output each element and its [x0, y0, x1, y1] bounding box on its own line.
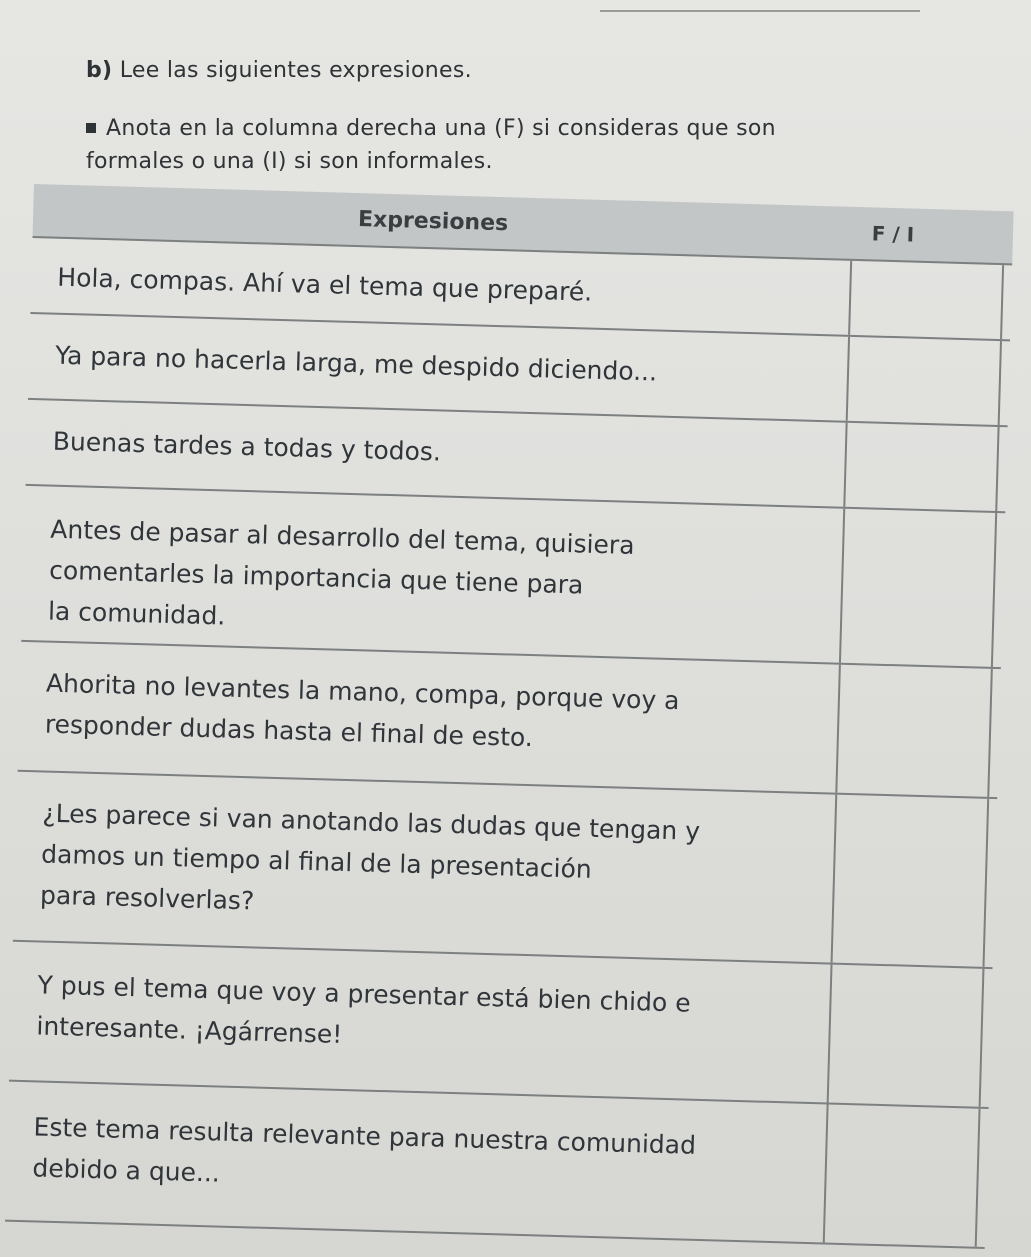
expression-line: comentarles la importancia que tiene para — [48, 555, 584, 600]
top-edge-line — [600, 10, 920, 12]
answer-cell[interactable] — [823, 1104, 981, 1246]
expression-line: Buenas tardes a todas y todos. — [52, 426, 442, 467]
expressions-table — [5, 184, 1014, 1249]
expression-line: debido a que... — [32, 1153, 221, 1188]
expression-line: Ahorita no levantes la mano, compa, porque voy a — [45, 668, 680, 716]
expression-cell — [48, 509, 811, 653]
table-body — [5, 238, 1012, 1249]
expression-line: damos un tiempo al final de la presentación — [40, 839, 593, 884]
expression-line: interesante. ¡Agárrense! — [36, 1011, 343, 1049]
expression-cell — [32, 1106, 794, 1209]
expression-line: Este tema resulta relevante para nuestra comunidad — [33, 1112, 697, 1160]
expression-line: ¿Les parece si van anotando las dudas que tengan y — [42, 798, 701, 846]
table-row — [13, 772, 997, 969]
expression-cell — [36, 964, 798, 1067]
expression-line: responder dudas hasta el final de esto. — [44, 709, 534, 753]
instruction-bullet — [86, 112, 946, 178]
expression-cell — [52, 421, 813, 483]
table-row — [21, 486, 1005, 669]
expression-line: Antes de pasar al desarrollo del tema, quisiera — [49, 514, 635, 560]
expression-cell — [55, 335, 816, 397]
instruction-text: Lee las siguientes expresiones. — [119, 58, 472, 83]
answer-cell[interactable] — [831, 795, 990, 967]
expression-line: Ya para no hacerla larga, me despido diciendo... — [54, 340, 658, 387]
answer-cell[interactable] — [827, 965, 985, 1107]
answer-cell[interactable] — [835, 665, 993, 797]
square-bullet-icon — [86, 123, 96, 133]
expression-cell — [44, 663, 806, 766]
header-expresiones: Expresiones — [357, 207, 509, 237]
expression-line: para resolverlas? — [39, 880, 255, 916]
table-row — [9, 942, 993, 1109]
expression-line: Y pus el tema que voy a presentar está bien chido e — [37, 970, 691, 1018]
expression-line: Hola, compas. Ahí va el tema que preparé. — [57, 262, 593, 307]
bullet-text-line-2: formales o una (I) si son informales. — [86, 149, 493, 174]
header-f-i: F / I — [871, 221, 915, 247]
expression-line: la comunidad. — [47, 596, 226, 631]
answer-cell[interactable] — [839, 509, 997, 667]
bullet-text-line-1: Anota en la columna derecha una (F) si consideras que son — [106, 116, 776, 141]
expression-cell — [40, 792, 803, 936]
expression-cell — [57, 257, 818, 319]
table-row — [5, 1082, 989, 1249]
answer-cell[interactable] — [843, 423, 999, 511]
instruction-label: b) — [86, 58, 113, 83]
instruction-heading — [86, 58, 472, 83]
answer-cell[interactable] — [846, 337, 1002, 425]
answer-cell[interactable] — [848, 261, 1004, 339]
